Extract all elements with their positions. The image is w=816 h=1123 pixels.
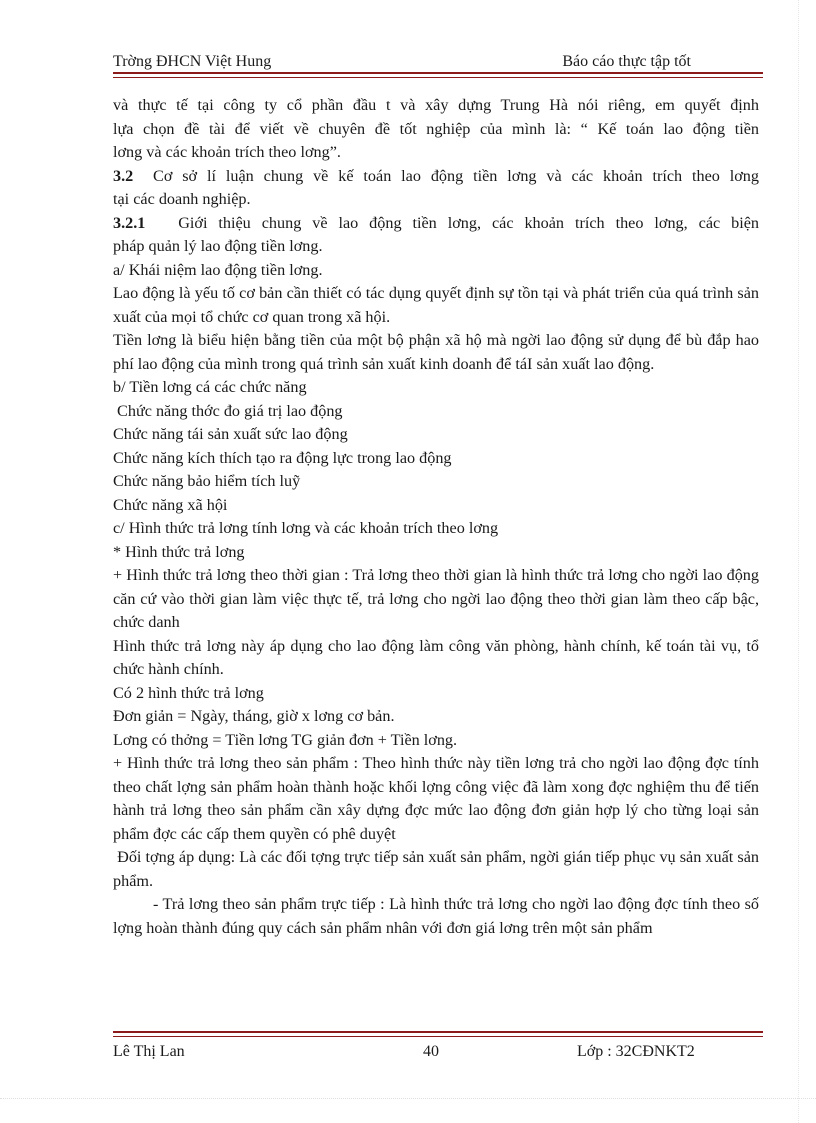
page-number: 40 (423, 1043, 439, 1060)
page-edge-dotted-line-vertical (798, 0, 800, 1123)
footer-author: Lê Thị Lan (113, 1043, 185, 1060)
formula-line: Đơn giản = Ngày, tháng, giờ x lơng cơ bản. (113, 707, 395, 725)
header-school: Trờng ĐHCN Việt Hung (113, 53, 272, 70)
function-item: Chức năng kích thích tạo ra động lực trong lao động (113, 448, 452, 467)
subheading-b: b/ Tiền lơng cá các chức năng (113, 378, 307, 396)
section-number: 3.2.1 (113, 213, 146, 232)
subheading-a: a/ Khái niệm lao động tiền lơng. (113, 260, 323, 279)
footer-rule-bottom (113, 1036, 763, 1037)
paragraph: + Hình thức trả lơng theo thời gian : Trả lơng theo thời gian là hình thức trả lơng cho ngời lao động căn cứ vào thời gian làm việc thực tế, trả lơng cho ngời lao động theo thời gian làm theo cấp bậc, chức danh (113, 566, 759, 631)
footer-class: Lớp : 32CĐNKT2 (577, 1043, 695, 1060)
paragraph: Đối tợng áp dụng: Là các đối tợng trực tiếp sản xuất sản phẩm, ngời gián tiếp phục vụ sản xuất sản phẩm. (113, 848, 764, 890)
paragraph-line: lơng và các khoản trích theo lơng”. (113, 143, 341, 161)
header-rule-top (113, 72, 763, 74)
section-3-2-1-heading: 3.2.1 Giới thiệu chung về lao động tiền lơng, các khoản trích theo lơng, các biện (113, 213, 760, 232)
bullet-heading: * Hình thức trả lơng (113, 542, 245, 561)
subheading-c: c/ Hình thức trả lơng tính lơng và các khoản trích theo lơng (113, 519, 499, 537)
section-number: 3.2 (113, 166, 134, 185)
page-header (113, 53, 761, 73)
section-3-2-heading-cont: tại các doanh nghiệp. (113, 190, 251, 208)
section-3-2-1-heading-cont: pháp quản lý lao động tiền lơng. (113, 237, 323, 255)
function-item: Chức năng tái sản xuất sức lao động (113, 425, 348, 443)
function-item: Chức năng xã hội (113, 495, 228, 514)
paragraph-line: lựa chọn đề tài để viết về chuyên đề tốt nghiệp của mình là: “ Kế toán lao động tiền (113, 119, 759, 138)
page-edge-dotted-line (0, 1098, 816, 1100)
paragraph: Lao động là yếu tố cơ bản cần thiết có tác dụng quyết định sự tồn tại và phát triển của quá trình sản xuất của mọi tổ chức cơ quan trong xã hội. (113, 284, 759, 326)
paragraph-line: và thực tế tại công ty cổ phần đầu t và xây dựng Trung Hà nói riêng, em quyết định (113, 96, 759, 114)
paragraph: + Hình thức trả lơng theo sản phẩm : Theo hình thức này tiền lơng trả cho ngời lao động đợc tính theo chất lợng sản phẩm hoàn thành hoặc khối lợng công việc đã làm xong đợc nghiệm thu để tiến hành trả lơng theo sản phẩm cần xây dựng đợc mức lao động đơn giản hợp lý cho từng loại sản phẩm đợc các cấp them quyền có phê duyệt (113, 754, 759, 843)
paragraph: Hình thức trả lơng này áp dụng cho lao động làm công văn phòng, hành chính, kế toán tài vụ, tổ chức hành chính. (113, 636, 759, 678)
header-report-title: Báo cáo thực tập tốt (562, 53, 691, 70)
document-body (113, 94, 764, 940)
header-rule-bottom (113, 77, 763, 78)
paragraph: Có 2 hình thức trả lơng (113, 683, 264, 702)
formula-line: Lơng có thởng = Tiền lơng TG giản đơn + Tiền lơng. (113, 730, 458, 749)
footer-rule-top (113, 1031, 763, 1033)
paragraph: Tiền lơng là biểu hiện bằng tiền của một bộ phận xã hộ mà ngời lao động sử dụng để bù đắp hao phí lao động của mình trong quá trình sản xuất kinh doanh để táI sản xuất lao động. (113, 331, 759, 373)
section-3-2-heading: 3.2 Cơ sở lí luận chung về kế toán lao động tiền lơng và các khoản trích theo lơng (113, 166, 759, 185)
function-item: Chức năng bảo hiểm tích luỹ (113, 472, 301, 490)
paragraph: - Trả lơng theo sản phẩm trực tiếp : Là hình thức trả lơng cho ngời lao động đợc tính theo số lợng hoàn thành đúng quy cách sản phẩm nhân với đơn giá lơng trên một sản phẩm (113, 895, 759, 937)
function-item: Chức năng thớc đo giá trị lao động (113, 401, 343, 420)
